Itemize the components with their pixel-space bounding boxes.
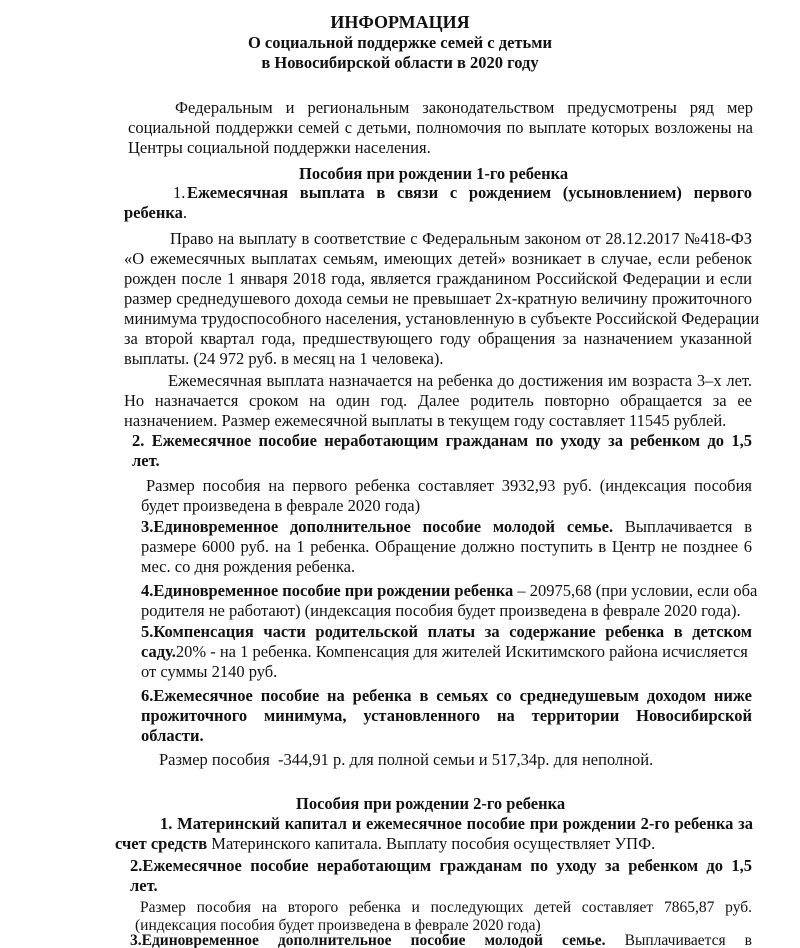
- s1-item2-body-line-2: будет произведена в феврале 2020 года): [141, 496, 421, 515]
- s1-item1-body2-line-1: Ежемесячная выплата назначается на ребенка до достижения им возраста 3–х лет.: [168, 371, 752, 390]
- s1-item1-body2-line-3: назначением. Размер ежемесячной выплаты в текущем году составляет 11545 рублей.: [124, 411, 727, 430]
- s1-item2-heading-line-1: 2. Ежемесячное пособие неработающим гражданам по уходу за ребенком до 1,5: [132, 431, 752, 450]
- intro-line-1: Федеральным и региональным законодательством предусмотрены ряд мер: [175, 98, 753, 117]
- s2-item1-line-2: счет средств Материнского капитала. Выплату пособия осуществляет УПФ.: [115, 834, 656, 853]
- s1-item5-line-2: саду.20% - на 1 ребенка. Компенсация для жителей Искитимского района исчисляется: [141, 642, 748, 661]
- intro-line-3: Центры социальной поддержки населения.: [128, 138, 431, 157]
- s1-item2-body-line-1: Размер пособия на первого ребенка составляет 3932,93 руб. (индексация пособия: [146, 476, 752, 495]
- s1-item1-body-line-6: за второй квартал года, предшествующего году обращения за назначением указанной: [124, 329, 752, 348]
- s1-item1-body-line-4: размер среднедушевого дохода семьи не превышает 2х-кратную величину прожиточного: [124, 289, 752, 308]
- s1-item1-body-line-7: выплаты. (24 972 руб. в месяц на 1 человека).: [124, 349, 444, 368]
- s1-item4-line-1: 4.Единовременное пособие при рождении ребенка – 20975,68 (при условии, если оба: [141, 581, 758, 600]
- s1-item1-body-line-2: «О ежемесячных выплатах семьям, имеющих детей» возникает в случае, если ребенок: [124, 249, 752, 268]
- s1-item6-text: Размер пособия -344,91 р. для полной семьи и 517,34р. для неполной.: [159, 750, 654, 769]
- s1-item3-line-2: размере 6000 руб. на 1 ребенка. Обращение должно поступить в Центр не позднее 6: [141, 537, 752, 556]
- s1-item3-line-1: 3.Единовременное дополнительное пособие молодой семье. Выплачивается в: [141, 517, 753, 536]
- s2-item3-line-1: 3.Единовременное дополнительное пособие молодой семье. Выплачивается в: [130, 934, 752, 948]
- s1-item6-heading-line-2: прожиточного минимума, установленного на территории Новосибирской: [141, 706, 752, 725]
- s1-item6-heading-line-3: области.: [141, 726, 204, 745]
- s1-item4-line-2: родителя не работают) (индексация пособия будет произведена в феврале 2020 года).: [141, 601, 741, 620]
- section-2-title: Пособия при рождении 2-го ребенка: [296, 794, 566, 813]
- s1-item3-line-3: мес. со дня рождения ребенка.: [141, 557, 356, 576]
- s1-item2-heading-line-2: лет.: [132, 451, 160, 470]
- s2-item2-body-line-1: Размер пособия на второго ребенка и последующих детей составляет 7865,87 руб.: [140, 899, 752, 916]
- intro-line-2: социальной поддержки семей с детьми, полномочия по выплате которых возложены на: [128, 118, 753, 137]
- s1-item1-heading-line-2: ребенка.: [124, 203, 187, 222]
- page-subtitle-line-1: О социальной поддержке семей с детьми: [247, 33, 553, 52]
- s1-item1-body-line-3: рожден после 1 января 2018 года, является гражданином Российской Федерации и если: [124, 269, 752, 288]
- s1-item6-heading-line-1: 6.Ежемесячное пособие на ребенка в семьях со среднедушевым доходом ниже: [141, 686, 752, 705]
- s1-item1-heading-line-1: Ежемесячная выплата в связи с рождением (усыновлением) первого: [187, 183, 752, 202]
- s1-item5-line-3: от суммы 2140 руб.: [141, 662, 278, 681]
- s1-item1-number: 1.: [173, 183, 186, 202]
- s2-item2-body-line-2: (индексация пособия будет произведена в феврале 2020 года): [135, 917, 541, 934]
- s1-item5-heading-line-1: 5.Компенсация части родительской платы за содержание ребенка в детском: [141, 622, 752, 641]
- s2-item2-heading-line-2: лет.: [130, 876, 158, 895]
- page-subtitle-line-2: в Новосибирской области в 2020 году: [261, 53, 539, 72]
- s2-item2-heading-line-1: 2.Ежемесячное пособие неработающим гражданам по уходу за ребенком до 1,5: [130, 856, 752, 875]
- s2-item1-heading-line-1: 1. Материнский капитал и ежемесячное пособие при рождении 2-го ребенка за: [160, 814, 753, 833]
- s1-item1-body-line-1: Право на выплату в соответствие с Федеральным законом от 28.12.2017 №418-ФЗ: [170, 229, 752, 248]
- section-1-title: Пособия при рождении 1-го ребенка: [299, 164, 569, 183]
- s1-item1-body-line-5: минимума трудоспособного населения, установленную в субъекте Российской Федерации: [124, 309, 760, 328]
- s1-item1-body2-line-2: Но назначается сроком на один год. Далее родитель повторно обращается за ее: [124, 391, 752, 410]
- page-title: ИНФОРМАЦИЯ: [330, 12, 470, 32]
